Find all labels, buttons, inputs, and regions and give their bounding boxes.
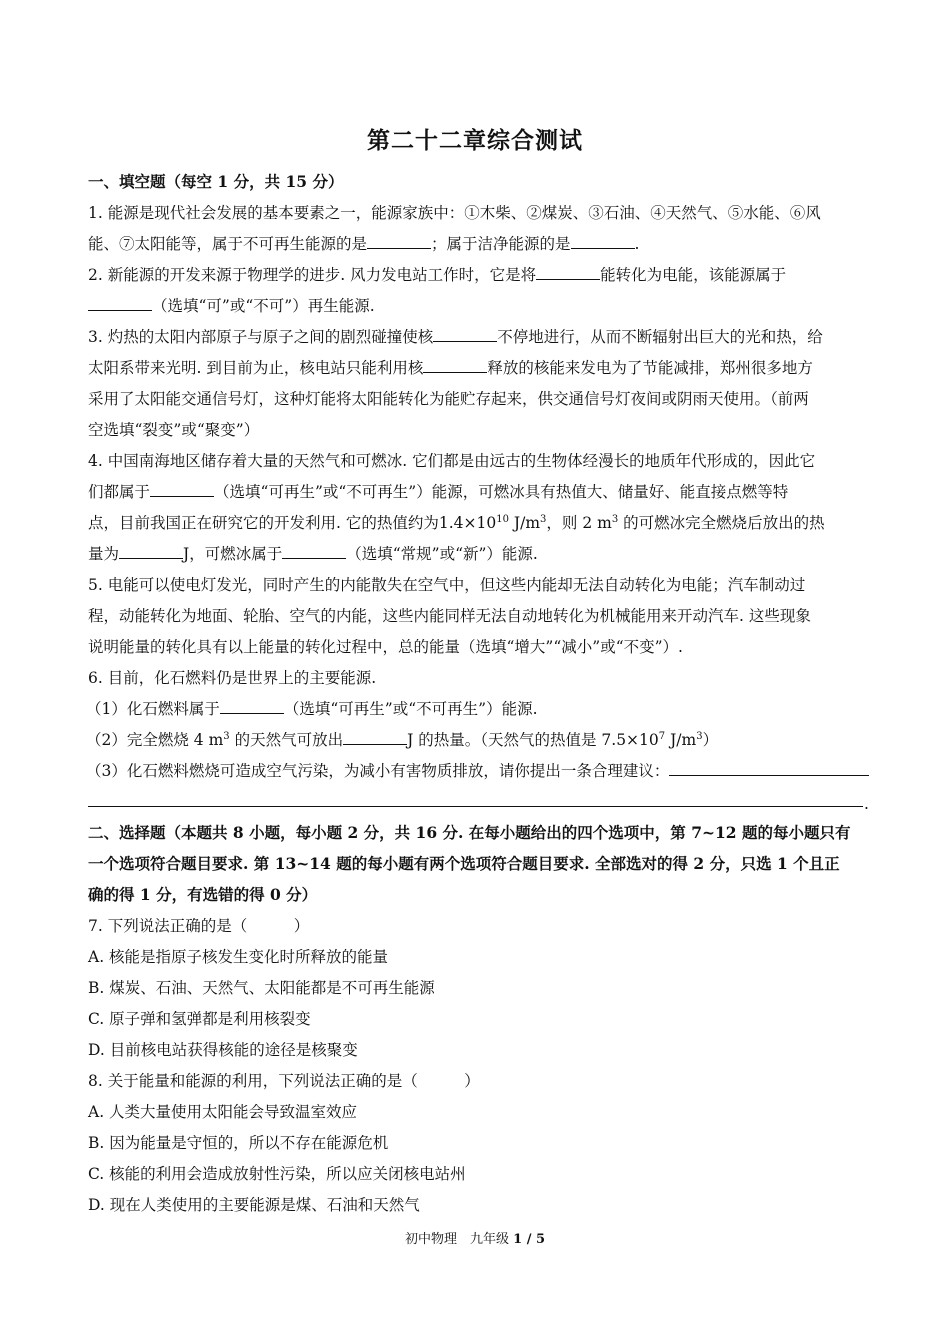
- footer-subject: 初中物理 九年级: [404, 1232, 509, 1247]
- q6-sub1: （1）化石燃料属于 （选填“可再生”或“不可再生”）能源.: [86, 700, 538, 718]
- q5-line2: 程，动能转化为地面、轮胎、空气的内能，这些内能同样无法自动地转化为机械能用来开动汽车. 这些现象: [88, 607, 811, 625]
- q3-line2: 太阳系带来光明. 到目前为止，核电站只能利用核 释放的核能来发电为了节能减排，郑州很多地方: [88, 359, 813, 377]
- q8-option-b: B. 因为能量是守恒的，所以不存在能源危机: [88, 1134, 389, 1152]
- q7-option-a: A. 核能是指原子核发生变化时所释放的能量: [88, 948, 389, 966]
- blank: [119, 544, 183, 559]
- blank: [423, 358, 487, 373]
- blank: [433, 327, 497, 342]
- q4-line3: 点，目前我国正在研究它的开发利用. 它的热值约为$1.4\times 10^{10}$ $J/m^3$，则 2 $m^3$ 的可燃冰完全燃烧后放出的热: [88, 514, 825, 532]
- q8-option-a: A. 人类大量使用太阳能会导致温室效应: [88, 1103, 358, 1121]
- q7-option-b: B. 煤炭、石油、天然气、太阳能都是不可再生能源: [88, 979, 435, 997]
- blank: [88, 296, 152, 311]
- blank: [536, 265, 600, 280]
- q6-line1: 6. 目前，化石燃料仍是世界上的主要能源.: [88, 669, 377, 687]
- q4-line1: 4. 中国南海地区储存着大量的天然气和可燃冰. 它们都是由远古的生物体经漫长的地质年代形成的，因此它: [88, 452, 816, 470]
- q5-line3: 说明能量的转化具有以上能量的转化过程中，总的能量（选填“增大”“减小”或“不变”）.: [88, 638, 683, 656]
- page-footer: [0, 1228, 950, 1247]
- blank: [367, 234, 431, 249]
- q7-option-d: D. 目前核电站获得核能的途径是核聚变: [88, 1041, 358, 1059]
- q2-line2: （选填“可”或“不可”）再生能源.: [88, 296, 375, 316]
- q8-stem: 8. 关于能量和能源的利用，下列说法正确的是（ ）: [88, 1072, 480, 1090]
- q6-sub3: （3）化石燃料燃烧可造成空气污染，为减小有害物质排放，请你提出一条合理建议：: [86, 761, 869, 781]
- blank: [669, 761, 869, 776]
- q4-line4: 量为 J，可燃冰属于 （选填“常规”或“新”）能源.: [88, 545, 538, 563]
- q5-line1: 5. 电能可以使电灯发光，同时产生的内能散失在空气中，但这些内能却无法自动转化为电能；汽车制动过: [88, 576, 806, 594]
- section2-line3: 确的得 1 分，有选错的得 0 分）: [88, 885, 318, 904]
- q4-line2: 们都属于 （选填“可再生”或“不可再生”）能源，可燃冰具有热值大、储量好、能直接点燃等特: [88, 483, 789, 501]
- q3-line3: 采用了太阳能交通信号灯，这种灯能将太阳能转化为能贮存起来，供交通信号灯夜间或阴雨天使用。（前两: [88, 390, 809, 408]
- q6-end: .: [864, 795, 869, 813]
- answer-line: [88, 806, 863, 807]
- blank: [150, 482, 214, 497]
- page-number: 1 / 5: [513, 1232, 546, 1247]
- section2-line2: 一个选项符合题目要求. 第 13~14 题的每小题有两个选项符合题目要求. 全部选对的得 2 分，只选 1 个且正: [88, 854, 840, 873]
- q3-line1: 3. 灼热的太阳内部原子与原子之间的剧烈碰撞使核 不停地进行，从而不断辐射出巨大的光和热，给: [88, 328, 823, 346]
- q1-line1: 1. 能源是现代社会发展的基本要素之一，能源家族中：①木柴、②煤炭、③石油、④天然气、⑤水能、⑥风: [88, 204, 821, 222]
- q7-option-c: C. 原子弹和氢弹都是利用核裂变: [88, 1010, 311, 1028]
- section1-heading: 一、填空题（每空 1 分，共 15 分）: [88, 172, 344, 191]
- q8-option-c: C. 核能的利用会造成放射性污染，所以应关闭核电站州: [88, 1165, 466, 1183]
- blank: [343, 730, 407, 745]
- q1-line2: 能、⑦太阳能等，属于不可再生能源的是 ；属于洁净能源的是 .: [88, 235, 640, 253]
- q7-stem: 7. 下列说法正确的是（ ）: [88, 917, 310, 935]
- blank: [282, 544, 346, 559]
- blank: [571, 234, 635, 249]
- page-title: 第二十二章综合测试: [367, 127, 583, 154]
- section2-line1: 二、选择题（本题共 8 小题，每小题 2 分，共 16 分. 在每小题给出的四个选项中，第 7~12 题的每小题只有: [88, 823, 851, 842]
- q2-line1: 2. 新能源的开发来源于物理学的进步. 风力发电站工作时，它是将 能转化为电能，该能源属于: [88, 266, 787, 284]
- q8-option-d: D. 现在人类使用的主要能源是煤、石油和天然气: [88, 1196, 420, 1214]
- blank: [220, 699, 284, 714]
- q3-line4: 空选填“裂变”或“聚变”）: [88, 421, 260, 439]
- q6-sub2: （2）完全燃烧 4 $m^3$ 的天然气可放出 J 的热量。（天然气的热值是 $7.5\times 10^7$ $J/m^3$）: [86, 731, 719, 749]
